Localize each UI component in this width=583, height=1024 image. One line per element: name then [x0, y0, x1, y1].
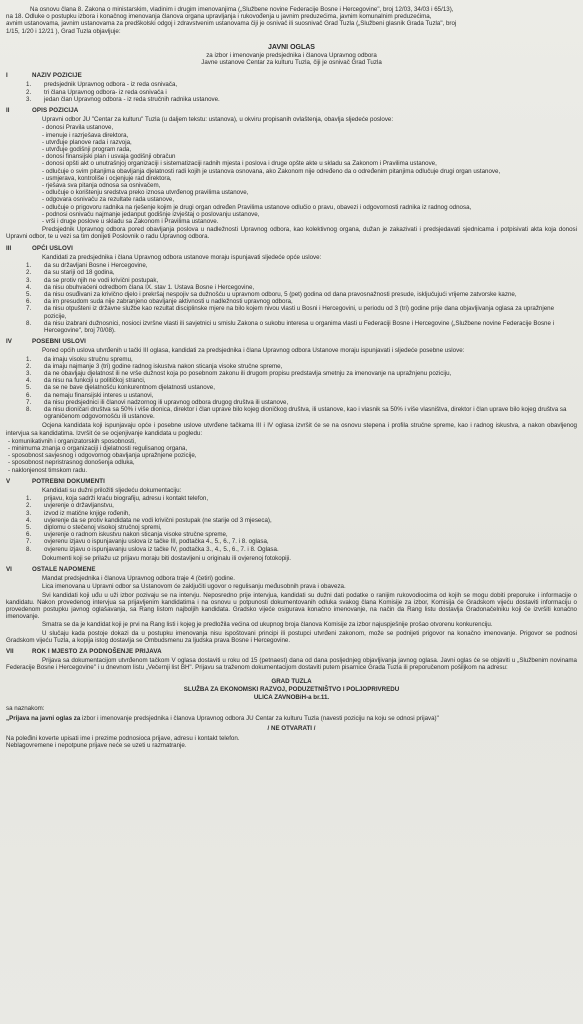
section-potrebni-dokumenti [6, 478, 577, 562]
list-item: 1. predsjednik Upravnog odbora - iz reda osnivača, [26, 81, 178, 89]
list-item: - odgovara osnivaču za rezultate rada ustanove, [42, 196, 577, 203]
list-item: - minimuma znanja o organizaciji i djelatnosti regulisanog organa, [8, 445, 577, 452]
list-item: - odlučuje o svim pitanjima obavljanja djelatnosti radi kojih je ustanova osnovana, ako Zakonom nije određeno da o određenim pitanjima odlučuje drugi organ ustanove, [42, 168, 577, 175]
list-item: - vrši i druge poslove u skladu sa Zakonom i Pravilima ustanove. [42, 218, 577, 225]
intro-line: avnim ustanovama, javnim ustanovama za predškolski odgoj i zdravstvenim ustanovama čiji je osnivač ili suosnivač Grad Tuzla („Službeni glasnik Grada Tuzla", broj [6, 20, 457, 28]
list-item: 3. da ne obavljaju djelatnost ili ne vrše dužnost koja po posebnom zakonu ili drugom propisu predstavlja smetnju za imenovanje na upražnjenu poziciju, [26, 369, 452, 377]
note-paragraph: U slučaju kada postoje dokazi da u postupku imenovanja nisu ispoštovani principi ili postupci utvrđeni zakonom, može se podnijeti prigovor na konačno imenovanje. Prigovor se podnosi Gradskom vijeću Tuzla, a kopija istog dostavlja se Ombudsmenu za ljudska prava Bosne i Hercegovine. [6, 629, 577, 644]
footer-line: Neblagovremene i nepotpune prijave neće se uzeti u razmatranje. [6, 742, 187, 750]
deadline-paragraph: Prijava sa dokumentacijom utvrđenom tačkom V oglasa dostaviti u roku od 15 (petnaest) dana od dana posljednjeg objavljivanja javnog oglasa. Javni oglas će se objaviti u „Službenim novinama Federacije Bosne i Hercegovine" i u dnevnom listu „Večernji list BH". Prijavu sa traženom dokumentacijom dostaviti putem pisarnice Grada Tuzla ili preporučenom pošiljkom na adresu: [6, 657, 577, 672]
list-item: 7. ovjerenu izjavu o ispunjavanju uslova iz tačke III, podtačka 4., 5., 6., 7. i 8. oglasa, [26, 538, 269, 546]
intro-paragraph [6, 6, 577, 35]
section-rok-i-mjesto [6, 648, 577, 672]
list-item: - rješava sva pitanja odnosa sa osnivačem, [42, 182, 577, 189]
section-number: I [6, 72, 8, 80]
list-item: 7. da nisu predsjednici ili članovi nadzornog ili upravnog odbora drugog društva ili ustanove, [26, 398, 289, 406]
section-number: VI [6, 566, 12, 574]
criteria-lead: Ocjena kandidata koji ispunjavaju opće i posebne uslove utvrđene tačkama III i IV oglasa izvršit će se na osnovu stepena i profila stručne spreme, kao i radnog iskustva, a nakon obavljenog intervjua sa kandidatima. Izvršit će se ocjenjivanje kandidata u pogledu: [6, 422, 577, 437]
list-item: 5. da nisu osuđivani za krivično djelo i prekršaj nespojiv sa dužnošću u upravnom odboru, 5 (pet) godina od dana pravosnažnosti presude, isključujući vrijeme zatvorske kazne, [26, 290, 517, 298]
section-lead: Pored općih uslova utvrđenih u tački III oglasa, kandidati za predsjednika i člana Upravnog odbora Ustanove moraju ispunjavati i sljedeće posebne uslove: [42, 347, 465, 355]
section-ostale-napomene [6, 566, 577, 644]
note-paragraph: Lica imenovana u Upravni odbor sa Ustanovom će zaključiti ugovor o regulisanju međusobnih prava i obaveza. [42, 583, 346, 591]
list-item: - utvrđuje godišnji program rada, [42, 146, 577, 153]
address-line: ULICA ZAVNOBiH-a br.11. [253, 693, 330, 701]
section-title: POSEBNI USLOVI [32, 338, 87, 346]
list-item: - odlučuje o prigovoru radnika na rješenje kojim je drugi organ određen Pravilima ustanove odlučio o pravu, obavezi i odgovornosti radnika iz radnog odnosa, [42, 204, 577, 211]
list-item: 3. da se protiv njih ne vodi krivični postupak, [26, 276, 159, 284]
list-item: 1. da imaju visoku stručnu spremu, [26, 355, 133, 363]
section-title: OSTALE NAPOMENE [32, 566, 96, 574]
footer-line: Na poleđini koverte upisati ime i prezime podnosioca prijave, adresu i kontakt telefon. [6, 735, 240, 743]
intro-line: Na osnovu člana 8. Zakona o ministarskim, vladinim i drugim imenovanjima („Službene novine Federacije Bosne i Hercegovine", broj 12/03, 34/03 i 65/13), [30, 6, 454, 13]
list-item: 3. izvod iz matične knjige rođenih, [26, 509, 130, 517]
section-title: ROK I MJESTO ZA PODNOŠENJE PRIJAVA [32, 648, 162, 656]
list-item: 2. da imaju najmanje 3 (tri) godine radnog iskustva nakon sticanja visoke stručne spreme, [26, 362, 283, 370]
ne-otvarati-label: / NE OTVARATI / [267, 725, 316, 733]
list-item: 5. diplomu o stečenoj visokoj stručnoj spremi, [26, 524, 162, 531]
list-item: 1. prijavu, koja sadrži kraću biografiju, adresu i kontakt telefon, [26, 495, 209, 503]
section-posebni-uslovi [6, 338, 577, 474]
section-number: V [6, 477, 11, 485]
section-title: POTREBNI DOKUMENTI [32, 477, 105, 485]
list-item: - donosi Pravila ustanove, [42, 124, 577, 131]
list-item: - naklonjenost timskom radu. [8, 467, 577, 474]
list-item: 2. tri člana Upravnog odbora- iz reda osnivača i [26, 88, 167, 96]
list-item: - usmjerava, kontroliše i ocjenjuje rad direktora, [42, 175, 577, 182]
document-subtitle: Javne ustanove Centar za kulturu Tuzla, čiji je osnivač Grad Tuzla [201, 59, 382, 67]
list-item: 2. uvjerenje o državljanstvu, [26, 502, 114, 510]
section-number: IV [6, 338, 12, 346]
section-number: II [6, 107, 10, 115]
section-tail: Predsjednik Upravnog odbora pored obavljanja poslova u nadležnosti Upravnog odbora, kao kolektivnog organa, dužan je zakazivati i predsjedavati sjednicama i potpisivati akta koja donosi Upravni odbor, te u vezi sa tim donijeti Poslovnik o radu Upravnog odbora. [6, 226, 577, 241]
section-number: VII [6, 648, 14, 656]
address-block [6, 678, 577, 702]
section-title: OPIS POZICIJA [32, 107, 79, 115]
list-item: - komunikativnih i organizatorskih sposobnosti, [8, 438, 577, 445]
list-item: - odlučuje o korištenju sredstva preko iznosa utvrđenog pravilima ustanove, [42, 189, 577, 196]
list-item: 8. da nisu dioničari društva sa 50% i više dionica, direktor i član uprave bilo kojeg dioničkog društva, ili ustanove, kao i vlasnik sa 50% i više vlasništva, direktor i član uprave bilo kojeg društva sa ograničenom odgovornošću ili ustanove. [26, 405, 567, 421]
intro-line: 1/15, 1/20 i 12/21 ), Grad Tuzla objavljuje: [6, 27, 121, 35]
list-item: - podnosi osnivaču najmanje jedanput godišnje izvještaj o poslovanju ustanove, [42, 211, 577, 218]
list-item: - sposobnost savjesnog i odgovornog obavljanja upražnjene pozicije, [8, 452, 577, 459]
section-lead: Kandidati su dužni priložiti sljedeću dokumentaciju: [42, 486, 182, 494]
section-title: OPĆI USLOVI [32, 244, 73, 252]
section-naziv-pozicije [6, 72, 577, 103]
list-item: 6. da nemaju finansijski interes u ustanovi, [26, 391, 154, 399]
list-item: 2. da su stariji od 18 godina, [26, 269, 115, 277]
list-item: 3. jedan član Upravnog odbora - iz reda stručnih radnika ustanove. [26, 95, 220, 103]
list-item: - imenuje i razrješava direktora, [42, 132, 577, 139]
section-title: NAZIV POZICIJE [32, 72, 82, 80]
intro-line: na 18. Odluke o postupku izbora i konačnog imenovanja članova organa upravljanja i rukovođenja u javnim preduzećima, javnim komunalnim preduzećima, [6, 13, 432, 21]
list-item: - sposobnost nepristrasnog donošenja odluka, [8, 459, 577, 466]
list-item: 8. da nisu izabrani dužnosnici, nosioci izvršne vlasti ili savjetnici u smislu Zakona o sukobu interesa u organima vlasti u Federaciji Bosne i Hercegovine („Službene novine Federacije Bosne i Hercegovine", broj 70/08). [26, 319, 555, 334]
list-item: 8. ovjerenu izjavu o ispunjavanju uslova iz tačke IV, podtačka 3., 4., 5., 6., 7. i 8. Oglasa. [26, 545, 279, 553]
list-item: 5. da se ne bave djelatnošću konkurentnom djelatnosti ustanove, [26, 384, 215, 392]
list-item: - donosi finansijski plan i usvaja godišnji obračun [42, 153, 577, 160]
note-paragraph: Smatra se da je kandidat koji je prvi na Rang listi i kojeg je predložila većina od ukupnog broja članova Komisije za izbor najuspješnije prošao otvorenu konkurenciju. [42, 621, 493, 629]
list-item: 4. da nisu na funkciji u političkoj stranci, [26, 377, 146, 385]
list-item: 6. da im presudom suda nije zabranjeno obavljanje aktivnosti u nadležnosti upravnog odbora, [26, 298, 293, 306]
naznaka-text: „Prijava na javni oglas za izbor i imenovanje predsjednika i članova Upravnog odbora JU Centar za kulturu Tuzla (navesti poziciju na koju se odnosi prijava)" [6, 714, 439, 722]
list-item: 6. uvjerenje o radnom iskustvu nakon sticanja visoke stručne spreme, [26, 531, 228, 539]
note-paragraph: Svi kandidati koji uđu u uži izbor pozivaju se na intervju. Neposredno prije intervjua, kandidati su dužni dati podatke o ranijim rukovodiocima od kojih se mogu dobiti preporuke i informacije o kandidatu. Nakon provedenog intervjua sa prijavljenim kandidatima i na osnovu u potpunosti dokumentovanih odluka svakog člana Komisije za izbor, Komisija će Gradskom vijeću dostaviti informaciju o provedenom postupku javnog oglašavanja, sa Rang listom najboljih kandidata. Gradsko vijeće osigurava konačno imenovanje, na način da Rang listu dostavlja Gradonačelniku koji će izvršiti konačno imenovanje. [6, 591, 577, 621]
title-block [6, 43, 577, 66]
list-item: 4. uvjerenje da se protiv kandidata ne vodi krivični postupak (ne starije od 3 mjeseca), [26, 516, 272, 524]
naznaka-label: sa naznakom: [6, 704, 45, 712]
section-opis-pozicija [6, 107, 577, 241]
list-item: - utvrđuje planove rada i razvoja, [42, 139, 577, 146]
address-line: SLUŽBA ZA EKONOMSKI RAZVOJ, PODUZETNIŠTVO I POLJOPRIVREDU [183, 685, 400, 693]
list-item: 4. da nisu obuhvaćeni odredbom člana IX. stav 1. Ustava Bosne i Hercegovine, [26, 283, 255, 291]
section-tail: Dokumenti koji se prilažu uz prijavu moraju biti dostavljeni u originalu ili ovjerenoj fotokopiji. [42, 554, 291, 562]
address-line: GRAD TUZLA [271, 677, 312, 685]
note-paragraph: Mandat predsjednika i članova Upravnog odbora traje 4 (četiri) godine. [42, 575, 235, 583]
document-title: JAVNI OGLAS [268, 43, 315, 51]
list-item: 7. da nisu otpušteni iz državne službe kao rezultat disciplinske mjere na bilo kojem nivou vlasti u Bosni i Hercegovini, u periodu od 3 (tri) godine prije dana objavljivanja oglasa za upražnjene pozicije, [26, 305, 555, 320]
list-item: - donosi opšti akt o unutrašnjoj organizaciji i sistematizaciji radnih mjesta i poslova i druge opšte akte u skladu sa Zakonom i Pravilima ustanove, [42, 160, 577, 167]
document-subtitle: za izbor i imenovanje predsjednika i članova Upravnog odbora [206, 51, 377, 59]
list-item: 1. da su državljani Bosne i Hercegovine, [26, 262, 148, 270]
section-opci-uslovi [6, 245, 577, 334]
section-lead: Kandidati za predsjednika i člana Upravnog odbora ustanove moraju ispunjavati sljedeće opće uslove: [42, 253, 322, 261]
section-number: III [6, 244, 12, 252]
section-lead: Upravni odbor JU "Centar za kulturu" Tuzla (u daljem tekstu: ustanova), u okviru propisanih ovlaštenja, obavlja sljedeće poslove: [42, 116, 394, 124]
